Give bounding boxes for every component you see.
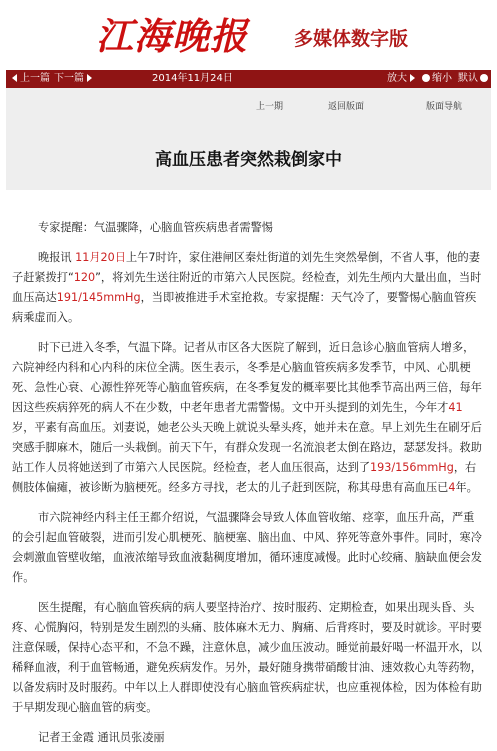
article-paragraph-4: 医生提醒，有心脑血管疾病的病人要坚持治疗、按时服药、定期检查，如果出现头昏、头疼、心慌胸闷，特别是发生剧烈的头痛、肢体麻木无力、胸痛、后背疼时，要及时就诊。平时要注意保暖，保持心态平和，不急不躁，注意休息，减少血压波动。睡觉前最好喝一杯温开水，以稀释血液，利于血管畅通，避免疾病发作。另外，最好随身携带硝酸甘油、速效救心丸等药物，以备发病时及时服药。中年以上人群即使没有心脑血管疾病症状，也应重视体检，因为体检有助于早期发现心脑血管的病变。 [12, 601, 482, 714]
zoom-out-button[interactable] [422, 73, 452, 85]
text-run: 时下已进入冬季，气温下降。记者从市区各大医院了解到，近日急诊心脑血管病人增多，六院神经内科和心内科的床位全满。医生表示，冬季是心脑血管疾病多发季节，中风、心肌梗死、急性心衰、心源性猝死等心脑血管疾病，在冬季复发的概率要比其他季节高出两三倍，每年因这些疾病猝死的病人不在少数，中老年患者尤需警惕。文中开头提到的刘先生，今年才 [12, 341, 482, 414]
zoom-out-label: 缩小 [432, 73, 452, 84]
zoom-in-arrow-icon [410, 74, 415, 82]
text-run: ，右侧肢体偏瘫，被诊断为脑梗死。经多方寻找，老太的儿子赶到医院，称其母患有高血压已 [12, 461, 477, 494]
article-byline: 记者王金霞 通讯员张凌丽 [38, 731, 165, 744]
text-run: 岁，平素有高血压。刘妻说，她老公头天晚上就说头晕头疼，她并未在意。早上刘先生在刷牙后突感手脚麻木，随后一头栽倒。前天下午，有群众发现一名流浪老太倒在路边，瑟瑟发抖。救助站工作人员将她送到了市第六人民医院。经检查，老人血压很高，达到了 [12, 421, 482, 474]
default-size-button[interactable] [458, 73, 488, 85]
article-lead: 专家提醒：气温骤降，心脑血管疾病患者需警惕 [38, 221, 273, 234]
zoom-in-button[interactable] [387, 73, 415, 85]
article-paragraph-1 [12, 248, 482, 328]
text-run: 年。 [455, 481, 478, 494]
next-article-link[interactable] [54, 73, 92, 85]
prev-article-label: 上一篇 [20, 73, 50, 84]
prev-issue-link[interactable]: 上一期 [256, 102, 284, 112]
article-paragraph-2 [12, 338, 482, 498]
page-index-link[interactable]: 版面导航 [426, 102, 463, 112]
default-size-label: 默认 [458, 73, 478, 84]
back-to-page-link[interactable]: 返回版面 [328, 102, 365, 112]
masthead [0, 0, 497, 70]
highlight-number: 120 [73, 271, 96, 284]
article-header [6, 88, 491, 190]
text-run: ，当即被推进手术室抢救。专家提醒：天气冷了，要警惕心脑血管疾病乘虚而入。 [12, 291, 477, 324]
highlight-blood-pressure: 191/145mmHg [56, 291, 141, 304]
text-run: 晚报讯 [38, 251, 76, 264]
text-run: ”，将刘先生送往附近的市第六人民医院。经检查，刘先生颅内大量出血，当时血压高达 [12, 271, 482, 304]
zoom-out-dot-icon [422, 74, 430, 82]
arrow-right-icon [87, 74, 92, 82]
text-run: 上午7时许，家住港闸区秦灶街道的刘先生突然晕倒，不省人事，他的妻子赶紧拨打“ [12, 251, 480, 284]
highlight-date: 11月20日 [75, 251, 126, 264]
highlight-age: 41 [448, 401, 463, 414]
default-dot-icon [480, 74, 488, 82]
prev-article-link[interactable] [12, 73, 50, 85]
arrow-left-icon [12, 74, 17, 82]
issue-date: 2014年11月24日 [152, 73, 233, 84]
edition-subtitle: 多媒体数字版 [294, 28, 409, 50]
article-paragraph-3: 市六院神经内科主任王都介绍说，气温骤降会导致人体血管收缩、痉挛，血压升高，严重的会引起血管破裂，进而引发心肌梗死、脑梗塞、脑出血、中风、猝死等意外事件。同时，寒冷会刺激血管壁收缩，血液浓缩导致血液黏稠度增加，循环速度减慢。此时心绞痛、脑缺血便会发作。 [12, 511, 482, 584]
article-body [12, 218, 482, 751]
zoom-in-label: 放大 [387, 73, 407, 84]
article-title: 高血压患者突然栽倒家中 [155, 150, 342, 170]
highlight-years: 4 [448, 481, 456, 494]
next-article-label: 下一篇 [54, 73, 84, 84]
newspaper-logo: 江海晚报 [96, 14, 248, 58]
highlight-blood-pressure: 193/156mmHg [370, 461, 454, 474]
toolbar [6, 70, 491, 88]
